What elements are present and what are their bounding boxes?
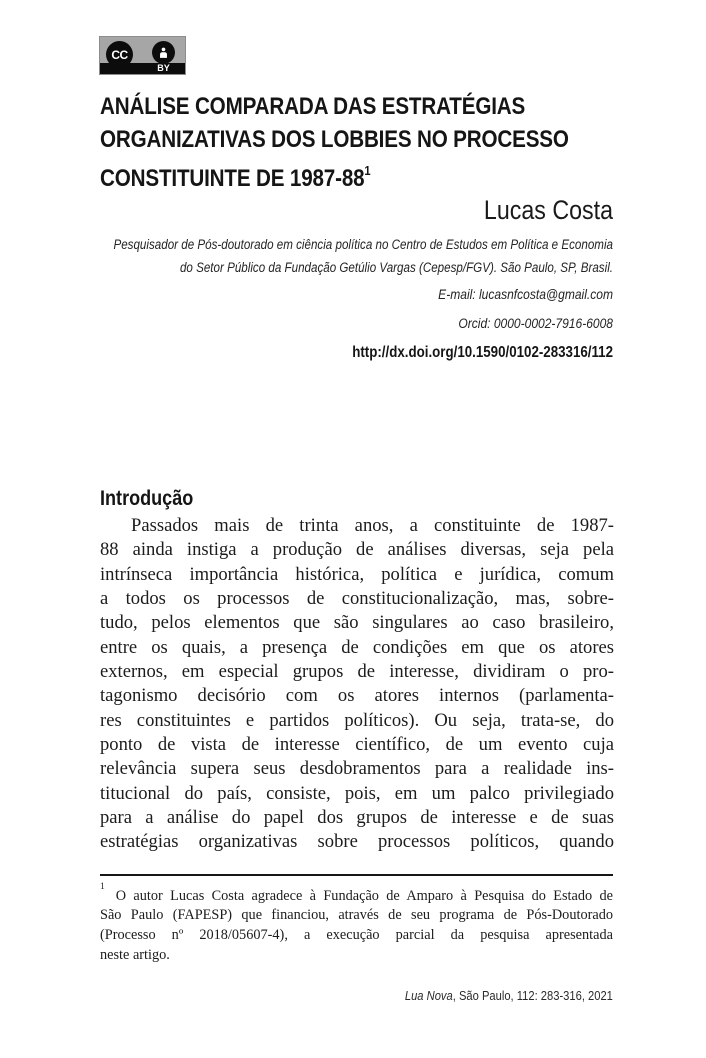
article-title-line-text: CONSTITUINTE DE 1987-88 <box>100 165 365 192</box>
footnote-line: neste artigo. <box>100 946 170 963</box>
author-affiliation-line: Pesquisador de Pós-doutorado em ciência política no Centro de Estudos em Política e Economia <box>113 237 614 252</box>
paragraph-line: entre os quais, a presença de condições em que os atores <box>100 636 614 658</box>
intro-paragraph <box>100 514 614 855</box>
paragraph-line: titucional do país, consiste, pois, em um palco privilegiado <box>100 782 614 804</box>
paragraph-line: relevância supera seus desdobramentos para a realidade ins- <box>100 758 614 780</box>
author-name: Lucas Costa <box>483 195 613 225</box>
author-orcid: Orcid: 0000-0002-7916-6008 <box>458 315 613 331</box>
cc-by-label: BY <box>157 63 170 73</box>
cc-person-icon <box>152 41 175 64</box>
footnote-marker: 1 <box>100 882 105 892</box>
paragraph-line: ponto de vista de interesse científico, de um evento cuja <box>100 734 614 756</box>
doi-link: http://dx.doi.org/10.1590/0102-283316/112 <box>352 344 613 361</box>
paragraph-line: Passados mais de trinta anos, a constituinte de 1987- <box>131 515 614 536</box>
journal-citation: , São Paulo, 112: 283-316, 2021 <box>452 988 613 1003</box>
paragraph-line: intrínseca importância histórica, política e jurídica, comum <box>100 563 614 585</box>
section-heading-introducao: Introdução <box>100 487 194 510</box>
cc-by-license-badge <box>99 36 186 75</box>
paragraph-line: tagonismo decisório com os atores internos (parlamenta- <box>100 685 614 707</box>
footnote-line <box>100 883 613 906</box>
article-title-line: ORGANIZATIVAS DOS LOBBIES NO PROCESSO <box>100 126 569 153</box>
footnote-line: (Processo nº 2018/05607-4), a execução parcial da pesquisa apresentada <box>100 926 613 943</box>
paragraph-line: res constituintes e partidos políticos). Ou seja, trata-se, do <box>100 709 614 731</box>
article-title-line <box>100 156 569 195</box>
journal-footer <box>405 988 613 1003</box>
author-email: E-mail: lucasnfcosta@gmail.com <box>438 286 613 302</box>
paragraph-line: externos, em especial grupos de interesse, dividiram o pro- <box>100 661 614 683</box>
author-affiliation-line: do Setor Público da Fundação Getúlio Vargas (Cepesp/FGV). São Paulo, SP, Brasil. <box>179 260 614 275</box>
footnote-line: São Paulo (FAPESP) que financiou, através de seu programa de Pós-Doutorado <box>100 907 613 924</box>
footnote <box>100 883 613 965</box>
paragraph-line: para a análise do papel dos grupos de interesse e de suas <box>100 807 614 829</box>
paragraph-line: estratégias organizativas sobre processos políticos, quando <box>100 831 614 853</box>
cc-logo-icon: CC <box>106 41 133 68</box>
paragraph-line: 88 ainda instiga a produção de análises diversas, seja pela <box>100 539 614 561</box>
footnote-line-text: O autor Lucas Costa agradece à Fundação de Amparo à Pesquisa do Estado de <box>115 887 613 904</box>
paragraph-line: tudo, pelos elementos que são singulares ao caso brasileiro, <box>100 612 614 634</box>
footnote-separator <box>100 874 613 876</box>
journal-name: Lua Nova <box>404 988 453 1003</box>
paragraph-line: a todos os processos de constitucionalização, mas, sobre- <box>100 588 614 610</box>
article-title-line: ANÁLISE COMPARADA DAS ESTRATÉGIAS <box>100 93 526 120</box>
title-footnote-reference: 1 <box>364 163 371 178</box>
article-title <box>100 90 569 195</box>
author-block <box>45 196 613 362</box>
